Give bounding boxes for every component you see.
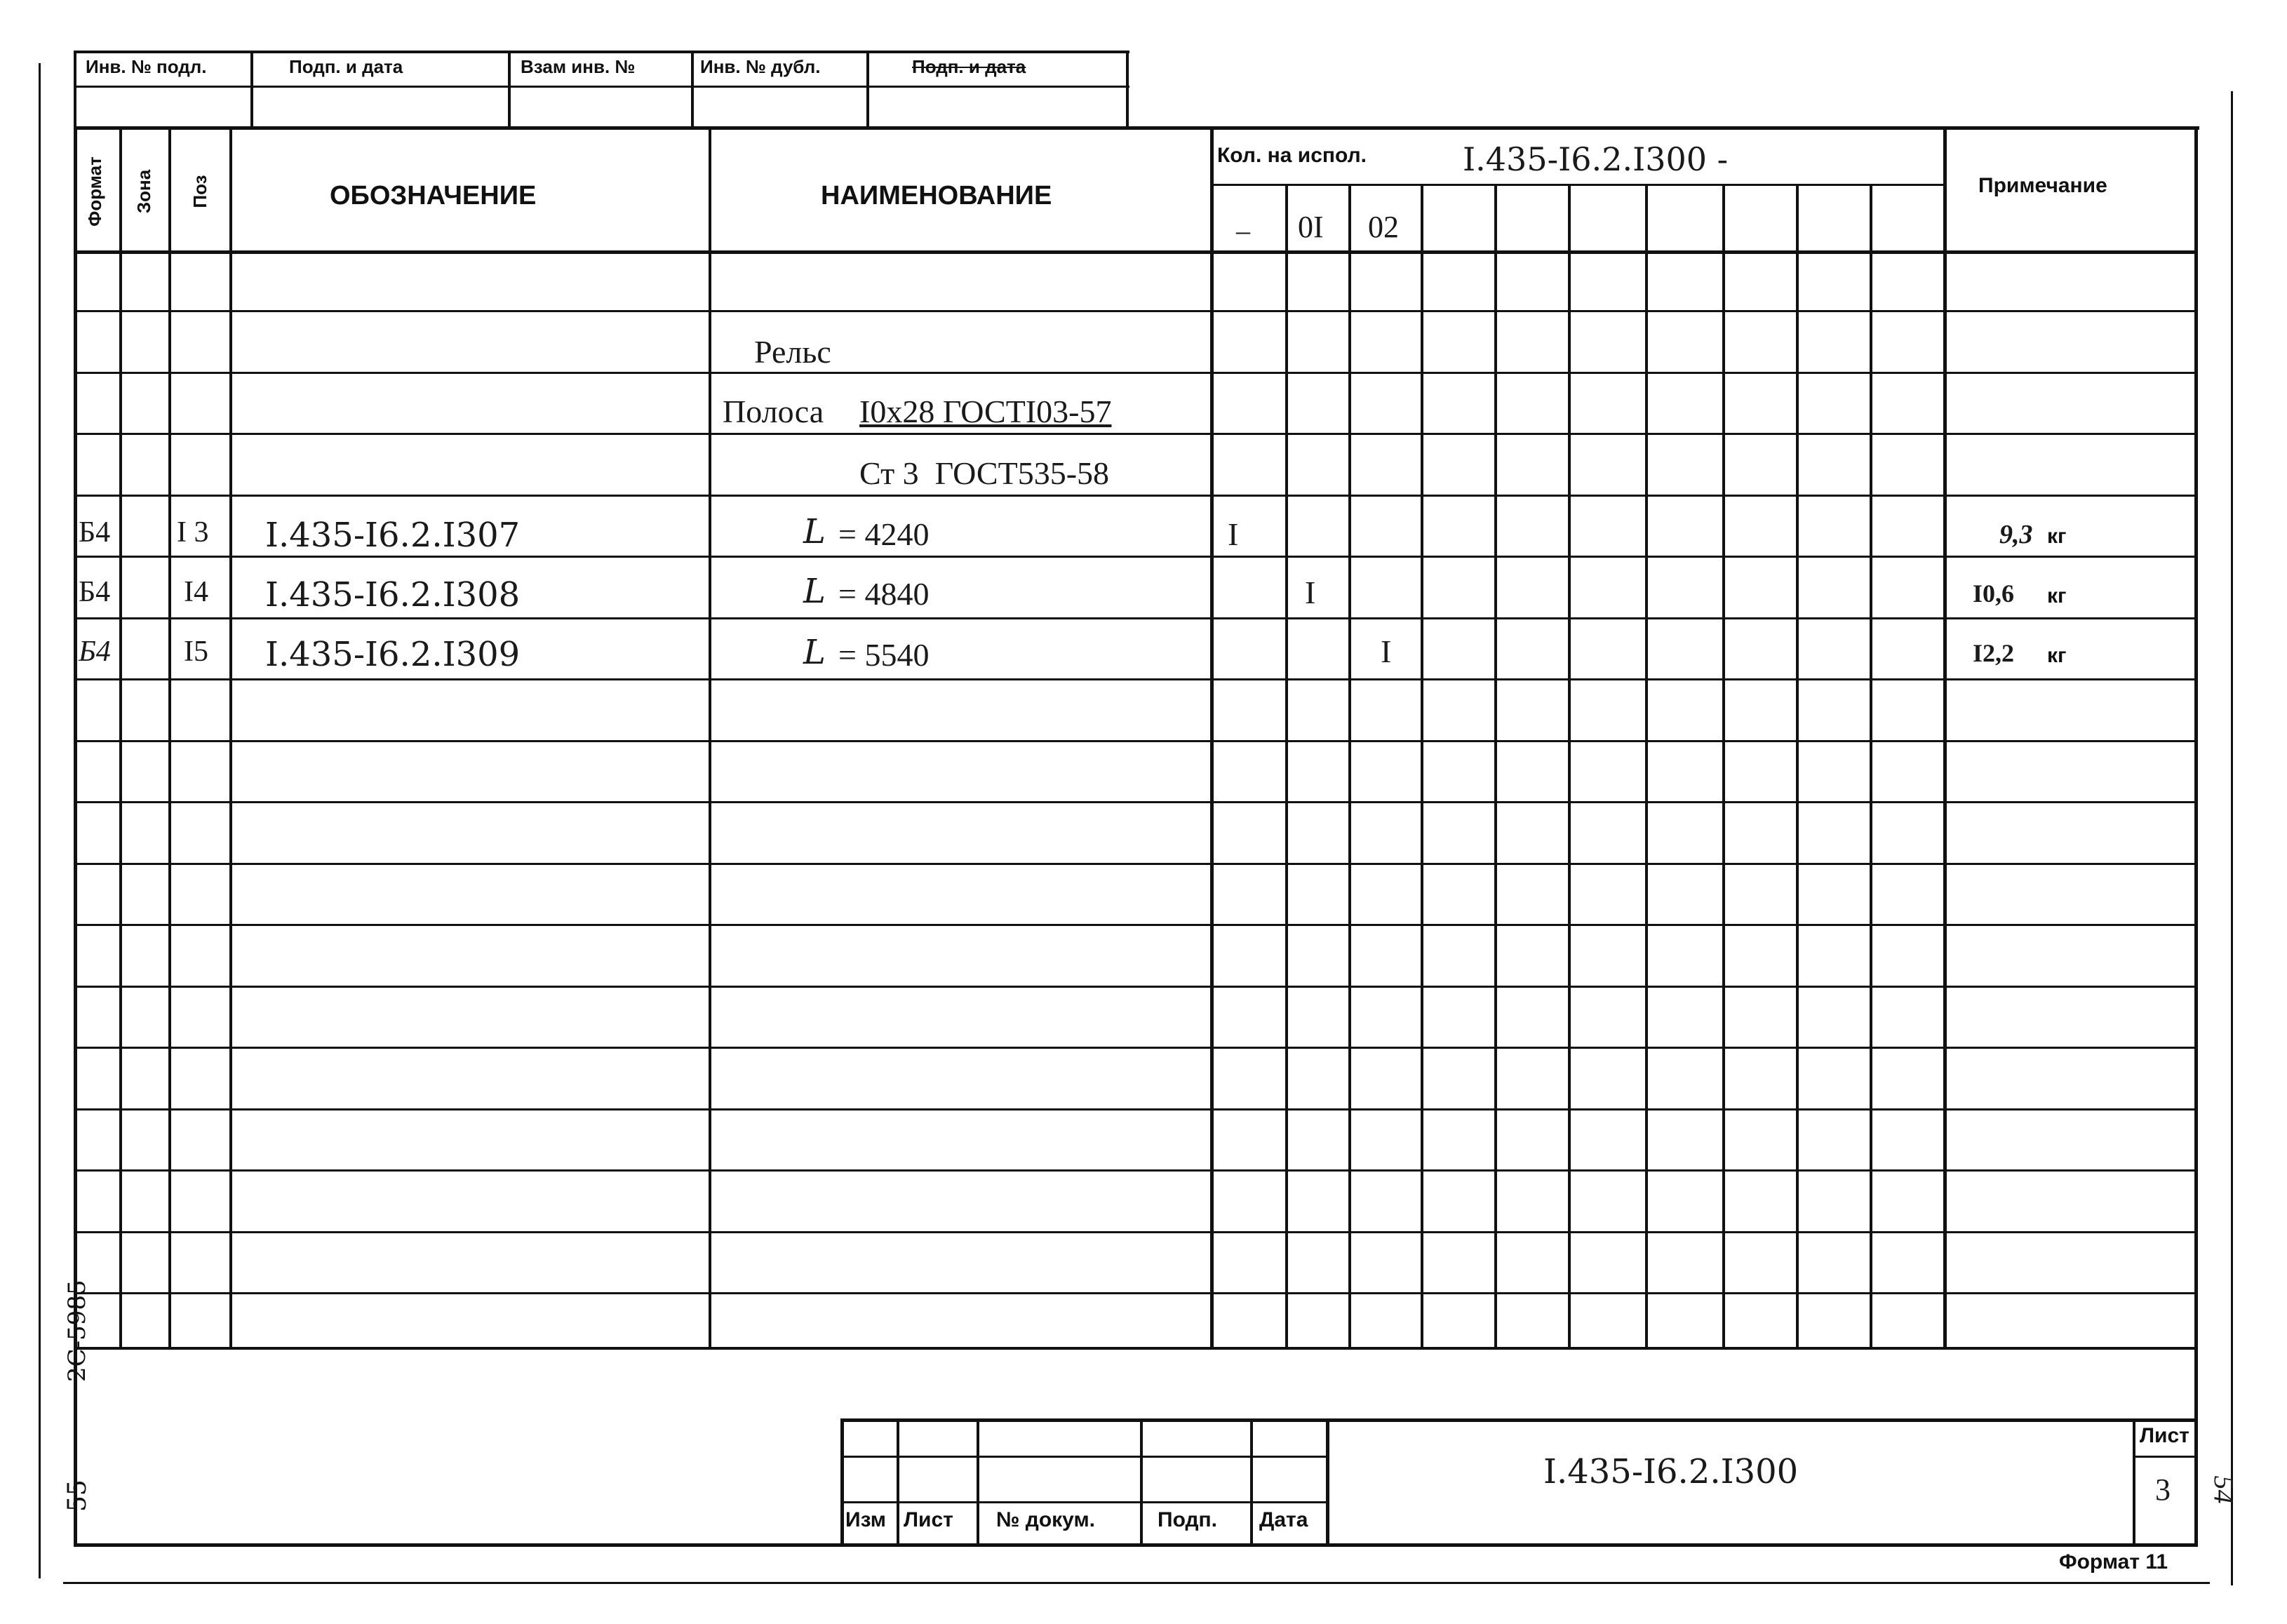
tb-doc-code: I.435-I6.2.I300 xyxy=(1543,1452,1799,1491)
strip-spec: I0х28 ГОСТI03-57 xyxy=(859,394,1112,429)
margin-page-left: 55 xyxy=(63,1479,92,1512)
tb-col-date: Дата xyxy=(1259,1508,1308,1531)
item-length: = 4240 xyxy=(838,516,930,552)
header-pos: Поз xyxy=(189,175,210,208)
header-format: Формат xyxy=(84,156,105,227)
length-symbol: L xyxy=(803,572,826,611)
header-variant-01: 0I xyxy=(1298,210,1324,244)
item-format: Б4 xyxy=(79,516,111,549)
qty-base: I xyxy=(1228,516,1239,552)
item-format: Б4 xyxy=(79,576,111,608)
margin-registration-number: 2С-5985 xyxy=(63,1280,91,1382)
note-value: I2,2 xyxy=(1973,639,2015,667)
item-designation: I.435-I6.2.I308 xyxy=(265,575,521,615)
header-doc-code: I.435-I6.2.I300 - xyxy=(1463,140,1729,178)
rail-label: Рельс xyxy=(754,334,831,370)
stamp-replace-inv: Взам инв. № xyxy=(521,56,636,77)
header-zone: Зона xyxy=(133,169,154,214)
tb-col-docno: № докум. xyxy=(996,1508,1095,1531)
note-unit: кг xyxy=(2047,525,2067,548)
note-unit: кг xyxy=(2047,644,2067,667)
note-value: 9,3 xyxy=(1999,520,2033,549)
header-variant-base: – xyxy=(1236,215,1250,246)
item-designation: I.435-I6.2.I307 xyxy=(265,516,521,555)
strip-prefix: Полоса xyxy=(723,394,824,429)
stamp-inv-duplicate: Инв. № дубл. xyxy=(700,56,821,77)
note-unit: кг xyxy=(2047,584,2067,608)
item-format: Б4 xyxy=(79,636,111,668)
item-pos: I5 xyxy=(184,636,208,668)
item-length: = 4840 xyxy=(838,576,930,612)
item-designation: I.435-I6.2.I309 xyxy=(265,635,521,674)
margin-page-right: 54 xyxy=(2208,1475,2240,1504)
tb-sheet-label: Лист xyxy=(2140,1424,2189,1447)
tb-col-change: Изм xyxy=(845,1508,886,1531)
item-pos: I 3 xyxy=(177,516,209,549)
header-qty-label: Кол. на испол. xyxy=(1217,144,1367,167)
length-symbol: L xyxy=(803,633,826,672)
qty-02: I xyxy=(1381,633,1392,669)
tb-col-signature: Подп. xyxy=(1158,1508,1217,1531)
header-name: НАИМЕНОВАНИЕ xyxy=(821,181,1052,210)
stamp-inv-original: Инв. № подл. xyxy=(86,56,207,77)
qty-01: I xyxy=(1305,575,1316,610)
item-pos: I4 xyxy=(184,576,208,608)
item-length: = 5540 xyxy=(838,637,930,673)
header-note: Примечание xyxy=(1978,174,2107,197)
steel-grade: Ст 3 ГОСТ535-58 xyxy=(859,455,1110,491)
tb-sheet-number: 3 xyxy=(2155,1472,2171,1507)
footer-format: Формат 11 xyxy=(2059,1550,2168,1573)
stamp-sign-date-2: Подп. и дата xyxy=(912,56,1026,77)
tb-col-sheet: Лист xyxy=(904,1508,953,1531)
header-designation: ОБОЗНАЧЕНИЕ xyxy=(330,181,537,210)
length-symbol: L xyxy=(803,512,826,551)
stamp-sign-date-1: Подп. и дата xyxy=(289,56,403,77)
header-variant-02: 02 xyxy=(1368,210,1399,244)
note-value: I0,6 xyxy=(1973,579,2015,608)
